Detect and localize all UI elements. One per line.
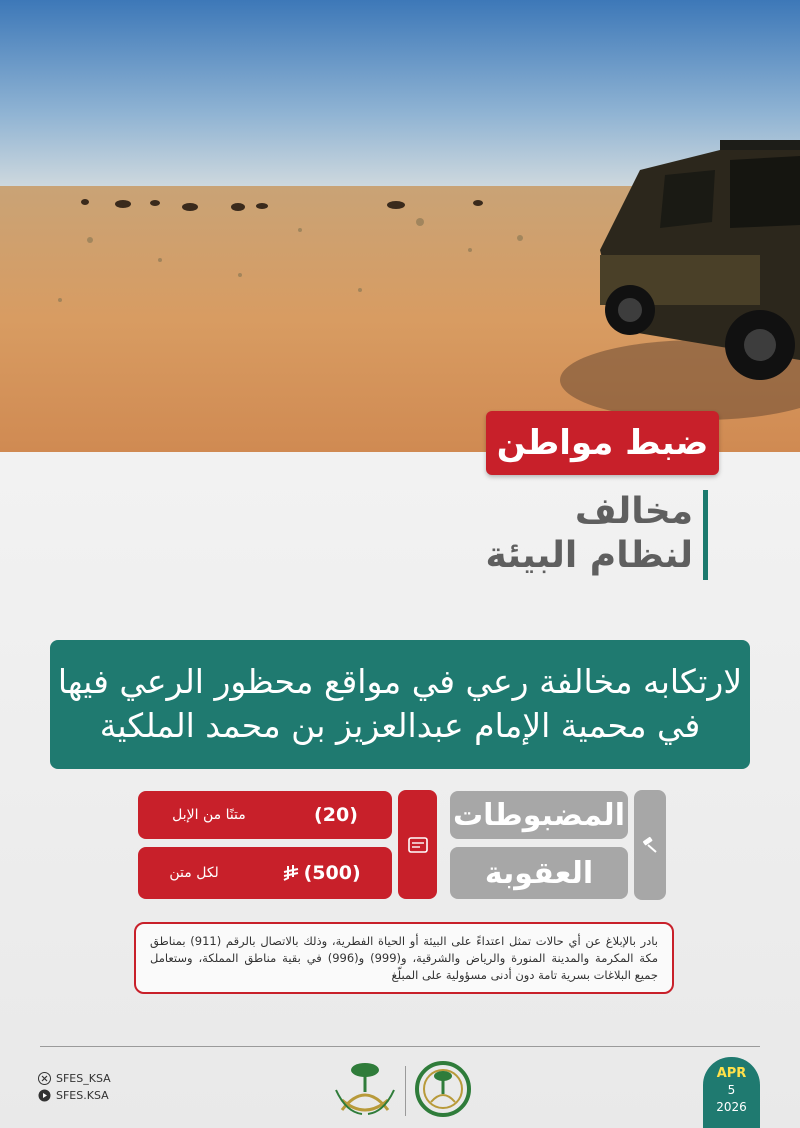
youtube-icon bbox=[38, 1089, 51, 1102]
penalty-value-row bbox=[138, 847, 392, 899]
date-month: APR bbox=[716, 1066, 747, 1081]
connector-bar bbox=[398, 790, 437, 899]
seized-value: (20) bbox=[314, 804, 358, 826]
side-bar bbox=[634, 790, 666, 900]
date-badge bbox=[703, 1057, 760, 1128]
penalty-value: (500) bbox=[303, 862, 361, 884]
social-youtube[interactable] bbox=[38, 1087, 111, 1104]
sfes-logo bbox=[414, 1060, 472, 1118]
x-handle: SFES_KSA bbox=[56, 1072, 111, 1085]
logo-divider bbox=[405, 1066, 406, 1116]
youtube-handle: SFES.KSA bbox=[56, 1089, 109, 1102]
subtitle-line1: مخالف bbox=[574, 491, 693, 532]
national-emblem-logo bbox=[332, 1060, 398, 1118]
seized-value-row bbox=[138, 791, 392, 839]
seized-unit: متنًا من الإبل bbox=[172, 807, 246, 823]
riyal-icon bbox=[282, 864, 300, 882]
date-year: 2026 bbox=[716, 1100, 747, 1114]
document-icon bbox=[408, 837, 428, 853]
label-seized: المضبوطات bbox=[450, 791, 628, 839]
penalty-unit: لكل متن bbox=[169, 865, 219, 881]
hero-photo bbox=[0, 0, 800, 452]
headline-badge: ضبط مواطن bbox=[486, 411, 719, 475]
report-notice: بادر بالإبلاغ عن أي حالات تمثل اعتداءً على البيئة أو الحياة الفطرية، وذلك بالاتصال بالرقم (911) بمناطق مكة المكرمة والمدينة المنورة والرياض والشرقية، و(999) و(996) في بقية مناطق المملكة، وستعامل جميع البلاغات بسرية تامة دون أدنى مسؤولية على المبلّغ bbox=[134, 922, 674, 994]
date-day: 5 bbox=[727, 1083, 736, 1097]
social-x[interactable] bbox=[38, 1070, 111, 1087]
description-line2: في محمية الإمام عبدالعزيز بن محمد الملكية bbox=[99, 706, 701, 745]
gavel-icon bbox=[641, 836, 659, 854]
label-penalty: العقوبة bbox=[450, 847, 628, 899]
x-icon bbox=[38, 1072, 51, 1085]
subtitle bbox=[430, 490, 708, 580]
violation-description bbox=[50, 640, 750, 769]
footer-divider bbox=[40, 1046, 760, 1047]
subtitle-line2: لنظام البيئة bbox=[485, 535, 693, 576]
social-links bbox=[38, 1070, 111, 1104]
description-line1: لارتكابه مخالفة رعي في مواقع محظور الرعي فيها bbox=[57, 662, 743, 701]
